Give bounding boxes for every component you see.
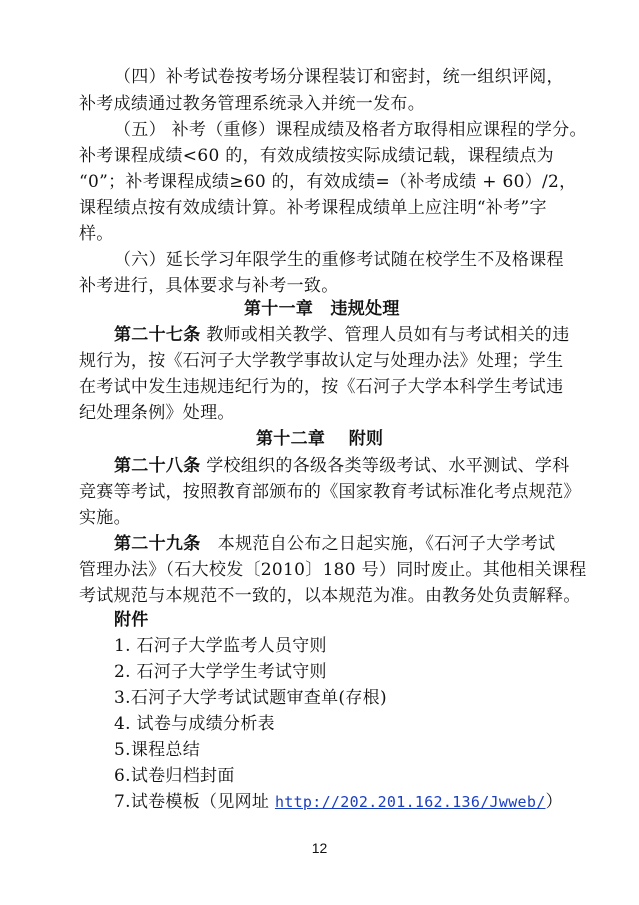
attachment-item: 2. 石河子大学学生考试守则: [114, 662, 327, 682]
paragraph-5-line-1: （五） 补考（重修）课程成绩及格者方取得相应课程的学分。: [114, 120, 587, 140]
article-27-line-1: [114, 324, 570, 346]
attachment-item: 5.课程总结: [114, 740, 201, 760]
article-27-line-2: 规行为，按《石河子大学教学事故认定与处理办法》处理；学生: [79, 351, 564, 371]
article-28-line-1: [114, 455, 570, 477]
article-29-text: 本规范自公布之日起实施，《石河子大学考试: [200, 534, 556, 554]
paragraph-4-line-2: 补考成绩通过教务管理系统录入并统一发布。: [79, 94, 425, 114]
article-27-label: 第二十七条: [114, 325, 201, 345]
article-28-label: 第二十八条: [114, 456, 201, 476]
page-number: 12: [311, 840, 328, 856]
paragraph-6-line-2: 补考进行，具体要求与补考一致。: [79, 276, 339, 296]
attachment-item: 4. 试卷与成绩分析表: [114, 714, 275, 734]
paragraph-5-line-2: 补考课程成绩<60 的，有效成绩按实际成绩记载，课程绩点为: [79, 146, 554, 166]
paragraph-5-line-4: 课程绩点按有效成绩计算。补考课程成绩单上应注明“补考”字: [79, 198, 547, 218]
paragraph-5-line-3: “0”；补考课程成绩≥60 的，有效成绩=（补考成绩 + 60）/2，: [79, 172, 577, 192]
article-27-line-4: 纪处理条例》处理。: [79, 403, 235, 423]
article-29-line-2: 管理办法》（石大校发〔2010〕180 号）同时废止。其他相关课程: [79, 560, 587, 580]
paragraph-4-line-1: （四）补考试卷按考场分课程装订和密封，统一组织评阅，: [114, 67, 564, 87]
attachment-item: 1. 石河子大学监考人员守则: [114, 636, 327, 656]
chapter-11-title: 第十一章 违规处理: [244, 299, 400, 319]
article-28-text: 学校组织的各级各类等级考试、水平测试、学科: [200, 456, 570, 476]
attachments-heading: 附件: [114, 610, 149, 630]
attachment-7-prefix: 7.试卷模板（见网址: [114, 792, 275, 812]
attachment-item-7: [114, 791, 563, 813]
article-28-line-2: 竞赛等考试，按照教育部颁布的《国家教育考试标准化考点规范》: [79, 482, 581, 502]
article-29-label: 第二十九条: [114, 534, 201, 554]
article-29-line-3: 考试规范与本规范不一致的，以本规范为准。由教务处负责解释。: [79, 586, 581, 606]
paragraph-5-line-5: 样。: [79, 224, 114, 244]
article-29-line-1: [114, 533, 555, 555]
attachment-7-suffix: ）: [545, 792, 563, 812]
article-28-line-3: 实施。: [79, 508, 131, 528]
template-url-link[interactable]: http://202.201.162.136/Jwweb/: [274, 793, 546, 811]
article-27-text: 教师或相关教学、管理人员如有与考试相关的违: [200, 325, 570, 345]
paragraph-6-line-1: （六）延长学习年限学生的重修考试随在校学生不及格课程: [114, 250, 564, 270]
attachment-item: 3.石河子大学考试试题审查单(存根): [114, 688, 387, 708]
attachment-item: 6.试卷归档封面: [114, 766, 235, 786]
article-27-line-3: 在考试中发生违规违纪行为的，按《石河子大学本科学生考试违: [79, 377, 564, 397]
chapter-12-title: 第十二章 附则: [256, 429, 384, 449]
